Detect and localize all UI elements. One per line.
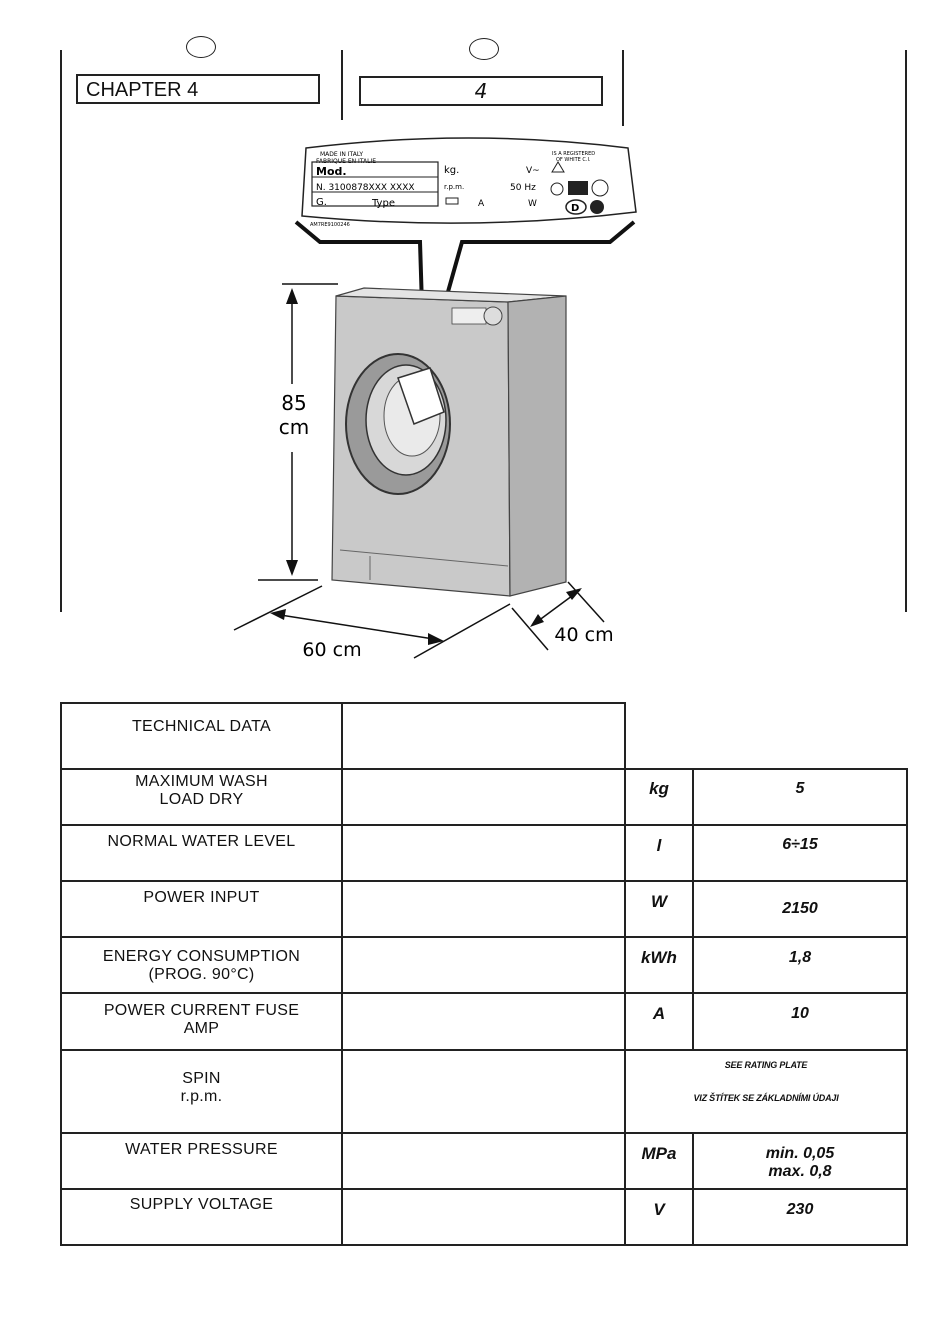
row-spin-label: SPIN r.p.m. bbox=[180, 1070, 223, 1105]
row-voltage-value: 230 bbox=[786, 1201, 814, 1218]
row-energy-unit: kWh bbox=[641, 948, 677, 967]
row-spin-note-cz: VIZ ŠTÍTEK SE ZÁKLADNÍMI ÚDAJI bbox=[693, 1093, 839, 1103]
rating-plate bbox=[302, 138, 636, 228]
plate-hz: 50 Hz bbox=[510, 183, 536, 193]
depth-dimension: 40 cm bbox=[554, 624, 614, 646]
row-water-level-unit: l bbox=[656, 836, 662, 855]
row-max-wash-unit: kg bbox=[649, 779, 669, 798]
row-water-level-label: NORMAL WATER LEVEL bbox=[107, 833, 296, 850]
row-max-wash-value: 5 bbox=[795, 780, 805, 797]
chapter-number: 4 bbox=[474, 79, 488, 103]
washer-body bbox=[332, 288, 566, 596]
row-voltage-unit: V bbox=[653, 1200, 665, 1219]
row-voltage-label: SUPPLY VOLTAGE bbox=[129, 1196, 274, 1213]
plate-serial: N. 3100878XXX XXXX bbox=[316, 183, 415, 193]
plate-rpm: r.p.m. bbox=[444, 183, 465, 191]
height-unit: cm bbox=[278, 415, 310, 439]
table-header: TECHNICAL DATA bbox=[131, 718, 272, 735]
plate-v: V~ bbox=[526, 166, 540, 176]
plate-white: OF WHITE C.I. bbox=[556, 157, 591, 163]
row-energy-label: ENERGY CONSUMPTION (PROG. 90°C) bbox=[102, 948, 301, 983]
plate-mod: Mod. bbox=[316, 165, 347, 178]
plate-g: G. bbox=[316, 197, 327, 208]
plate-type: Type bbox=[372, 198, 395, 209]
row-power-input-value: 2150 bbox=[782, 900, 818, 917]
plate-w: W bbox=[528, 199, 537, 209]
row-fuse-unit: A bbox=[652, 1004, 666, 1023]
row-fuse-value: 10 bbox=[791, 1005, 809, 1022]
row-pressure-value: min. 0,05 max. 0,8 bbox=[765, 1145, 835, 1180]
row-power-input-label: POWER INPUT bbox=[143, 889, 260, 906]
row-spin-note-en: SEE RATING PLATE bbox=[724, 1060, 808, 1070]
technical-data-table bbox=[60, 702, 908, 1246]
row-energy-value: 1,8 bbox=[788, 949, 812, 966]
plate-a: A bbox=[478, 199, 485, 209]
row-power-input-unit: W bbox=[650, 892, 668, 911]
row-water-level-value: 6÷15 bbox=[782, 836, 818, 853]
plate-kg: kg. bbox=[444, 165, 460, 176]
row-max-wash-label: MAXIMUM WASH LOAD DRY bbox=[135, 773, 268, 808]
plate-made-in: MADE IN ITALY bbox=[320, 151, 364, 158]
chapter-title: CHAPTER 4 bbox=[86, 79, 199, 101]
plate-code: AM7RE9100246 bbox=[310, 222, 350, 228]
row-fuse-label: POWER CURRENT FUSE AMP bbox=[103, 1002, 300, 1037]
plate-fabrique: FABRIQUE EN ITALIE bbox=[316, 158, 377, 165]
height-value: 85 bbox=[281, 391, 307, 415]
row-pressure-unit: MPa bbox=[641, 1144, 677, 1163]
width-dimension: 60 cm bbox=[302, 639, 362, 661]
row-pressure-label: WATER PRESSURE bbox=[125, 1141, 278, 1158]
plate-d: D bbox=[571, 203, 580, 214]
plate-registered: IS A REGISTERED bbox=[552, 151, 596, 157]
